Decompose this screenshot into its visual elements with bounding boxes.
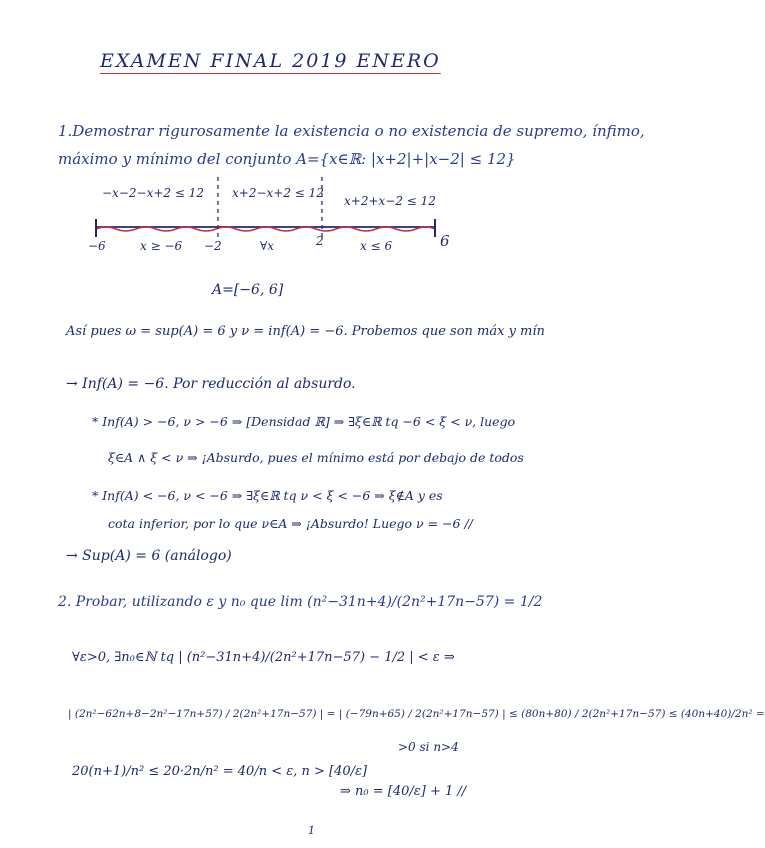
region-result-left: x ≥ −6	[140, 239, 183, 253]
axis-point-minus2: −2	[204, 239, 222, 253]
epsilon-definition: ∀ε>0, ∃n₀∈ℕ tq | (n²−31n+4)/(2n²+17n−57) − 1/2 | < ε ⇒	[72, 650, 455, 665]
positivity-note: >0 si n>4	[398, 740, 459, 754]
problem2-statement: 2. Probar, utilizando ε y n₀ que lim (n²−31n+4)/(2n²+17n−57) = 1/2	[58, 594, 543, 610]
sup-inf-statement: Así pues ω = sup(A) = 6 y ν = inf(A) = −6. Probemos que son máx y mín	[66, 324, 545, 339]
region-label-right: x+2+x−2 ≤ 12	[344, 194, 436, 208]
problem1-statement-line1: 1.Demostrar rigurosamente la existencia o no existencia de supremo, ínfimo,	[58, 122, 645, 140]
axis-point-minus6: −6	[88, 239, 106, 253]
n0-result: ⇒ n₀ = [40/ε] + 1 //	[340, 784, 467, 799]
solution-shading	[96, 227, 435, 231]
inequality-chain: | (2n²−62n+8−2n²−17n+57) / 2(2n²+17n−57) | = | (−79n+65) / 2(2n²+17n−57) | ≤ (80n+80) / 2(2n²+17n−57) ≤ (40n+40)/2n² =	[68, 708, 765, 720]
axis-point-6: 6	[440, 232, 450, 250]
set-result: A=[−6, 6]	[212, 282, 284, 298]
region-label-left: −x−2−x+2 ≤ 12	[102, 186, 204, 200]
axis-point-2: 2	[316, 234, 324, 248]
sup-conclusion: → Sup(A) = 6 (análogo)	[66, 548, 232, 564]
inf-proof-intro: → Inf(A) = −6. Por reducción al absurdo.	[66, 376, 356, 392]
region-result-middle: ∀x	[260, 239, 275, 253]
page-number: 1	[308, 824, 315, 837]
bound-line: 20(n+1)/n² ≤ 20·2n/n² = 40/n < ε, n > [40/ε]	[72, 764, 368, 779]
inf-case2-line1: * Inf(A) < −6, ν < −6 ⇒ ∃ξ∈ℝ tq ν < ξ < −6 ⇒ ξ∉A y es	[92, 488, 443, 503]
region-label-middle: x+2−x+2 ≤ 12	[232, 186, 324, 200]
inf-case1-line2: ξ∈A ∧ ξ < ν ⇒ ¡Absurdo, pues el mínimo está por debajo de todos	[108, 450, 524, 465]
number-line	[90, 175, 450, 245]
page-title: EXAMEN FINAL 2019 ENERO	[100, 50, 441, 72]
inf-case2-line2: cota inferior, por lo que ν∈A ⇒ ¡Absurdo! Luego ν = −6 //	[108, 516, 473, 531]
region-result-right: x ≤ 6	[360, 239, 393, 253]
inf-case1-line1: * Inf(A) > −6, ν > −6 ⇒ [Densidad ℝ] ⇒ ∃ξ∈ℝ tq −6 < ξ < ν, luego	[92, 414, 516, 429]
problem1-statement-line2: máximo y mínimo del conjunto A={x∈ℝ: |x+2|+|x−2| ≤ 12}	[58, 150, 516, 168]
